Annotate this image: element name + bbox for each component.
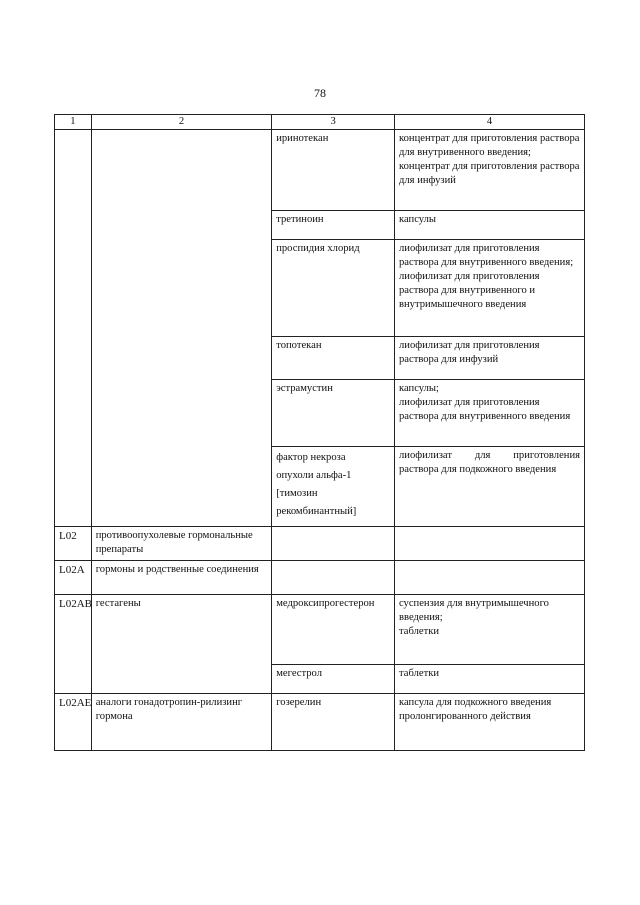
- group-name-cell: гормоны и родственные соединения: [91, 561, 272, 595]
- dosage-form-cell: [395, 130, 585, 211]
- drug-name-line: опухоли альфа-1: [276, 470, 352, 481]
- drug-name: мегестрол: [272, 665, 395, 694]
- dosage-form: лиофилизат для приготовления раствора для внутривенного введения;: [399, 243, 574, 268]
- drug-name: третиноин: [272, 211, 395, 240]
- dosage-form-cell: [395, 665, 585, 694]
- drug-name: [272, 527, 395, 561]
- drug-name-line: [тимозин: [276, 488, 318, 499]
- atc-code-cell: [55, 130, 92, 527]
- atc-code-cell: L02A: [55, 561, 92, 595]
- dosage-form-cell: [395, 694, 585, 751]
- drug-name-line: фактор некроза: [276, 452, 346, 463]
- dosage-form: лиофилизат для приготовления раствора для инфузий: [399, 340, 540, 365]
- dosage-form-cell: [395, 595, 585, 665]
- group-name-cell: [91, 130, 272, 527]
- drug-name: гозерелин: [272, 694, 395, 751]
- dosage-form-cell: [395, 337, 585, 380]
- atc-code-cell: L02AB: [55, 595, 92, 694]
- table-row: [55, 595, 585, 665]
- header-col-1: 1: [55, 115, 92, 130]
- dosage-form-cell: [395, 447, 585, 527]
- dosage-form: суспензия для внутримышечного введения;: [399, 598, 549, 623]
- dosage-form-cell: [395, 527, 585, 561]
- dosage-form: лиофилизат для приготовления раствора для внутривенного и внутримышечного введения: [399, 271, 540, 310]
- group-name-cell: гестагены: [91, 595, 272, 694]
- dosage-form-cell: [395, 380, 585, 447]
- dosage-form: лиофилизат для приготовления раствора для внутривенного введения: [399, 397, 571, 422]
- dosage-form-cell: [395, 211, 585, 240]
- group-name-cell: аналоги гонадотропин-рилизинг гормона: [91, 694, 272, 751]
- dosage-form: капсулы;: [399, 383, 439, 394]
- medication-table: [54, 114, 585, 751]
- drug-name: иринотекан: [272, 130, 395, 211]
- header-col-2: 2: [91, 115, 272, 130]
- dosage-form-cell: [395, 240, 585, 337]
- header-col-4: 4: [395, 115, 585, 130]
- dosage-form: таблетки: [399, 668, 440, 679]
- dosage-form: капсула для подкожного введения пролонгированного действия: [399, 697, 552, 722]
- table-row: [55, 130, 585, 211]
- drug-name: [272, 561, 395, 595]
- atc-code-cell: L02AE: [55, 694, 92, 751]
- drug-name: топотекан: [272, 337, 395, 380]
- drug-name: проспидия хлорид: [272, 240, 395, 337]
- drug-name: [272, 447, 395, 527]
- table-row: [55, 694, 585, 751]
- table-row: [55, 561, 585, 595]
- dosage-form: таблетки: [399, 626, 440, 637]
- dosage-form-cell: [395, 561, 585, 595]
- dosage-form: концентрат для приготовления раствора для внутривенного введения;: [399, 133, 580, 158]
- group-name-cell: противоопухолевые гормональные препараты: [91, 527, 272, 561]
- table-header-row: [55, 115, 585, 130]
- dosage-form: концентрат для приготовления раствора для инфузий: [399, 161, 580, 186]
- drug-name: медроксипрогестерон: [272, 595, 395, 665]
- table-row: [55, 527, 585, 561]
- dosage-form: капсулы: [399, 214, 437, 225]
- page-number: 78: [314, 86, 326, 100]
- dosage-form: лиофилизат для приготовления раствора для подкожного введения: [399, 450, 580, 475]
- drug-name: эстрамустин: [272, 380, 395, 447]
- drug-name-line: рекомбинантный]: [276, 506, 357, 517]
- header-col-3: 3: [272, 115, 395, 130]
- atc-code-cell: L02: [55, 527, 92, 561]
